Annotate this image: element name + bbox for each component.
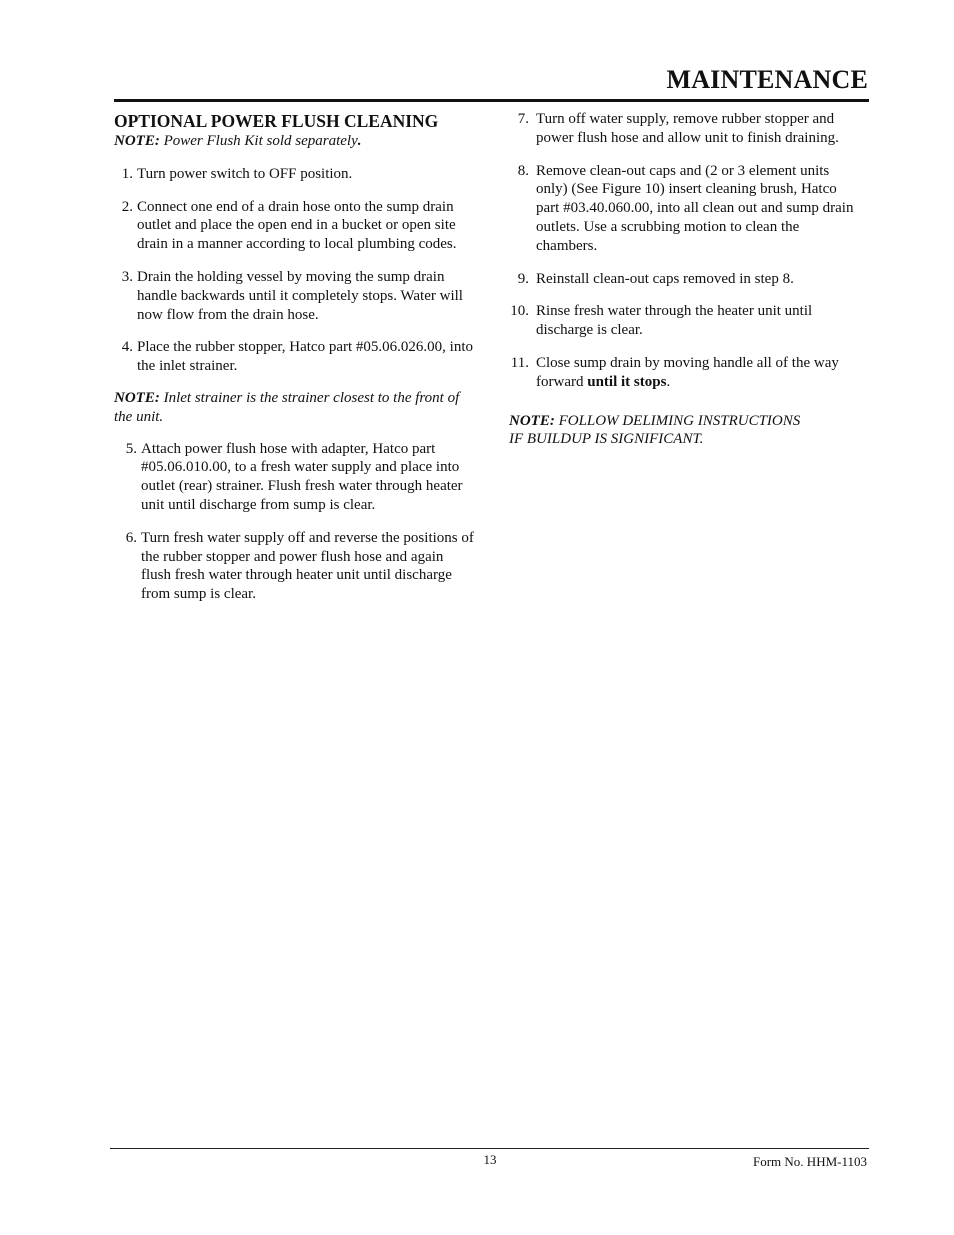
note-label: NOTE:: [114, 133, 160, 149]
step-number: 10.: [510, 303, 529, 320]
list-item: [114, 338, 476, 376]
steps-list-part-2: [114, 440, 476, 604]
step-text: Turn power switch to OFF position.: [137, 165, 353, 182]
steps-list-part-3: [509, 110, 859, 392]
note-end: .: [357, 133, 362, 149]
step-text: Connect one end of a drain hose onto the sump drain outlet and place the open end in a bucket or open site drain in a manner according to local plumbing codes.: [137, 198, 457, 253]
step-text: Remove clean-out caps and (2 or 3 element units only) (See Figure 10) insert cleaning brush, Hatco part #03.40.060.00, into all clean out and sump drain outlets. Use a scrubbing motion to clean the chambers.: [536, 162, 854, 254]
form-number: Form No. HHM-1103: [753, 1154, 867, 1169]
steps-list-part-1: [114, 165, 476, 376]
step-number: 2.: [121, 198, 133, 215]
step-text: Attach power flush hose with adapter, Hatco part #05.06.010.00, to a fresh water supply and place into outlet (rear) strainer. Flush fresh water through heater unit until discharge from sump is clear.: [141, 440, 463, 513]
step-number: 5.: [125, 440, 137, 457]
inlet-strainer-note: [114, 389, 476, 427]
list-item: [114, 268, 476, 324]
list-item: [114, 165, 476, 184]
page-header: [114, 62, 868, 98]
list-item: [509, 110, 859, 148]
list-item: [509, 270, 859, 289]
step-text: Turn off water supply, remove rubber stopper and power flush hose and allow unit to finish draining.: [536, 111, 839, 146]
step-number: 1.: [121, 165, 133, 182]
note-label: NOTE:: [114, 389, 160, 406]
step-number: 11.: [510, 354, 529, 371]
list-item: [509, 162, 859, 256]
left-column: [114, 110, 476, 618]
step-number: 8.: [517, 162, 529, 179]
step-text: Drain the holding vessel by moving the sump drain handle backwards until it completely stops. Water will now flow from the drain hose.: [137, 268, 463, 323]
note-text: Power Flush Kit sold separately: [163, 133, 358, 149]
deliming-note: [509, 412, 859, 450]
step-emphasis: until it stops: [587, 373, 667, 390]
list-item: [509, 354, 859, 392]
step-text: Rinse fresh water through the heater unit until discharge is clear.: [536, 303, 813, 339]
step-text: Close sump drain by moving handle all of the way forward: [536, 354, 839, 390]
footer-divider: [110, 1148, 869, 1149]
step-number: 3.: [121, 268, 133, 285]
note-line-1: FOLLOW DELIMING INSTRUCTIONS: [558, 412, 801, 429]
right-column: [509, 110, 859, 449]
list-item: [509, 302, 859, 340]
list-item: [114, 529, 476, 604]
power-flush-kit-note: [114, 132, 476, 151]
step-number: 9.: [517, 270, 529, 287]
step-text: Turn fresh water supply off and reverse the positions of the rubber stopper and power flush hose and again flush fresh water through heater unit until discharge from sump is clear.: [141, 529, 474, 603]
step-text-end: .: [666, 373, 671, 390]
header-divider: [114, 99, 869, 102]
note-text: Inlet strainer is the strainer closest to the front of the unit.: [114, 389, 460, 425]
step-number: 6.: [125, 529, 137, 546]
step-text: Place the rubber stopper, Hatco part #05.06.026.00, into the inlet strainer.: [137, 339, 473, 375]
page-title: MAINTENANCE: [666, 65, 868, 94]
page-number: 13: [483, 1152, 497, 1167]
list-item: [114, 198, 476, 254]
step-text: Reinstall clean-out caps removed in step 8.: [536, 270, 794, 287]
list-item: [114, 440, 476, 515]
step-number: 7.: [517, 111, 529, 127]
note-label: NOTE:: [509, 412, 555, 429]
step-number: 4.: [121, 339, 133, 356]
note-line-2: IF BUILDUP IS SIGNIFICANT.: [509, 431, 704, 448]
section-title: OPTIONAL POWER FLUSH CLEANING: [114, 111, 439, 131]
